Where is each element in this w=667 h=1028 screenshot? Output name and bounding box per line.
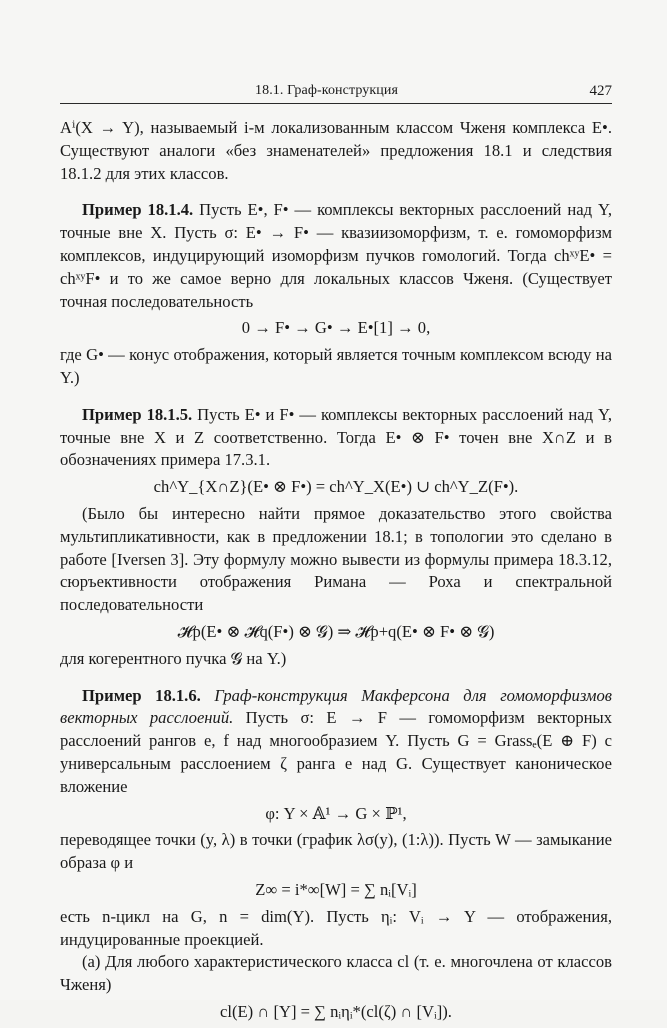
formula-cycle: Z∞ = i*∞[W] = ∑ nᵢ[Vᵢ]: [255, 879, 417, 899]
page-header: [60, 80, 612, 102]
example-text-continued: переводящее точки (y, λ) в точки (график λσ(y), (1:λ)). Пусть W — замыкание образа φ и: [60, 830, 612, 873]
example-text: Пусть E• и F• — комплексы векторных расслоений над Y, точные вне X и Z соответственно. Тогда E• ⊗ F• точен вне X∩Z и в обозначениях примера 17.3.1.: [60, 404, 612, 470]
page-number: 427: [589, 83, 612, 99]
formula-exact-sequence: 0 → F• → G• → E•[1] → 0,: [241, 318, 431, 338]
example-heading: Пример 18.1.6.: [82, 685, 201, 705]
paragraph-continuation: Aⁱ(X → Y), называемый i-м локализованным классом Чженя комплекса E•. Существуют аналоги «без знаменателей» предложения 18.1 и следствия 18.1.2 для этих классов.: [60, 118, 612, 183]
example-text: Пусть E•, F• — комплексы векторных расслоений над Y, точные вне X. Пусть σ: E• → F• — квазиизоморфизм, т. е. гомоморфизм комплексов, индуцирующий изоморфизм пучков гомологий. Тогда chˣʸE• = chˣʸF• и то же самое верно для локальных классов Чженя. (Существует точная последовательность: [60, 200, 612, 311]
header-rule: [60, 103, 612, 104]
example-heading: Пример 18.1.5.: [82, 404, 193, 424]
example-18-1-5: [60, 404, 612, 472]
example-title: Граф-конструкция Макферсона для гомоморфизмов векторных расслоений.: [60, 685, 612, 728]
running-title: 18.1. Граф-конструкция: [255, 83, 398, 98]
example-heading: Пример 18.1.4.: [82, 200, 194, 220]
page-body: [60, 117, 612, 1028]
example-18-1-4: [60, 199, 612, 313]
formula-spectral-sequence: 𝓗p(E• ⊗ 𝓗q(F•) ⊗ 𝓖) ⇒ 𝓗p+q(E• ⊗ F• ⊗ 𝓖): [177, 621, 495, 641]
example-text-continued: где G• — конус отображения, который является точным комплексом всюду на Y.): [60, 345, 612, 387]
example-text: Пусть σ: E → F — гомоморфизм векторных расслоений рангов e, f над многообразием Y. Пусть G = Grassₑ(E ⊕ F) с универсальным расслоением ζ ранга e над G. Существует каноническое вложение: [60, 708, 612, 796]
formula-chern-product: ch^Y_{X∩Z}(E• ⊗ F•) = ch^Y_X(E•) ∪ ch^Y_Z(F•).: [153, 477, 519, 497]
formula-embedding: φ: Y × 𝔸¹ → G × ℙ¹,: [265, 803, 407, 823]
item-a: (а) Для любого характеристического класса cl (т. е. многочлена от классов Чженя): [60, 952, 612, 995]
example-remark: (Было бы интересно найти прямое доказательство этого свойства мультипликативности, как в предложении 18.1; в топологии это сделано в работе [Iversen 3]. Эту формулу можно вывести из формулы примера 18.3.12, сюръективности отображения Римана — Роха и спектральной последовательности: [60, 503, 612, 615]
example-text-end: для когерентного пучка 𝓖 на Y.): [60, 648, 287, 668]
formula-characteristic-class: cl(E) ∩ [Y] = ∑ nᵢηᵢ*(cl(ζ) ∩ [Vᵢ]).: [220, 1001, 452, 1021]
example-text-continued-2: есть n-цикл на G, n = dim(Y). Пусть ηᵢ: Vᵢ → Y — отображения, индуцированные проекцией.: [60, 906, 612, 949]
example-18-1-6: [60, 685, 612, 799]
